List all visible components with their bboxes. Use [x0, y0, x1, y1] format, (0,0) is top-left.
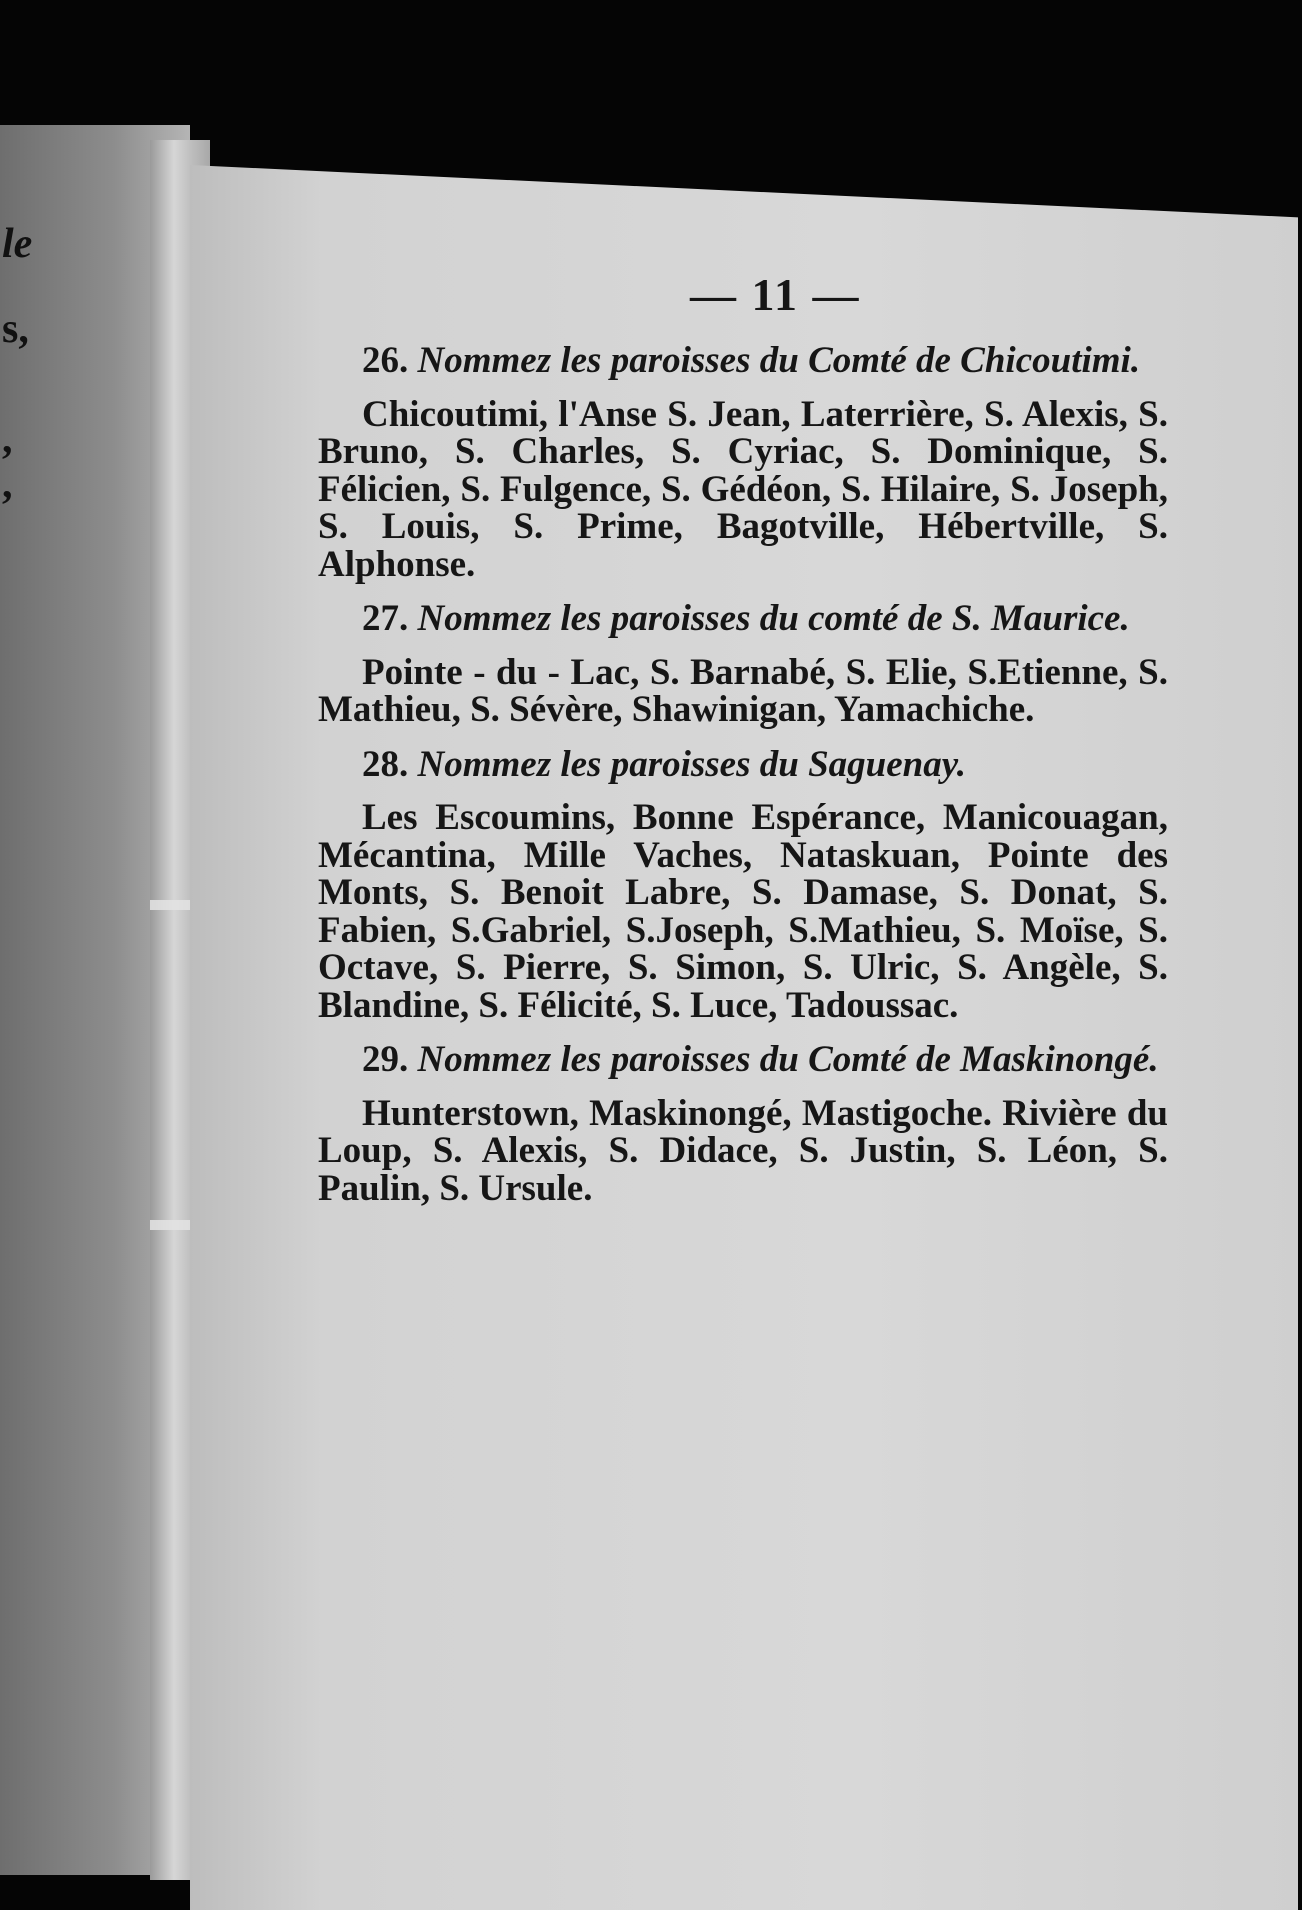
left-page-fragment: , — [2, 461, 13, 507]
question-number: 29. — [362, 1039, 409, 1080]
question-section-27 — [318, 600, 1168, 729]
question-heading — [318, 743, 1168, 785]
answer-text: Chicoutimi, l'Anse S. Jean, Laterrière, S. Alexis, S. Bruno, S. Charles, S. Cyriac, S. Dominique, S. Félicien, S. Fulgence, S. Gédéon, S. Hilaire, S. Joseph, S. Louis, S. Prime, Bagotville, Hébertville, S. Alphonse. — [318, 393, 1168, 585]
question-text: Nommez les paroisses du Saguenay. — [417, 743, 967, 785]
question-section-28 — [318, 743, 1168, 1026]
question-section-29 — [318, 1041, 1168, 1207]
answer-text: Pointe - du - Lac, S. Barnabé, S. Elie, S.Etienne, S. Mathieu, S. Sévère, Shawinigan, Yamachiche. — [318, 651, 1168, 730]
question-text: Nommez les paroisses du Comté de Chicoutimi. — [417, 340, 1141, 381]
answer-text: Hunterstown, Maskinongé, Mastigoche. Rivière du Loup, S. Alexis, S. Didace, S. Justin, S. Léon, S. Paulin, S. Ursule. — [318, 1092, 1168, 1209]
left-page-fragment: , — [2, 416, 13, 462]
answer-text: Les Escoumins, Bonne Espérance, Manicouagan, Mécantina, Mille Vaches, Nataskuan, Pointe des Monts, S. Benoit Labre, S. Damase, S. Donat, S. Fabien, S.Gabriel, S.Joseph, S.Mathieu, S. Moïse, S. Octave, S. Pierre, S. Simon, S. Ulric, S. Angèle, S. Blandine, S. Félicité, S. Luce, Tadoussac. — [318, 797, 1168, 1026]
page-number: — 11 — — [690, 269, 861, 320]
left-page-fragment: s, — [2, 306, 29, 352]
question-section-26 — [318, 342, 1168, 583]
question-number: 28. — [362, 743, 409, 785]
question-number: 26. — [362, 340, 409, 381]
question-heading — [318, 1041, 1168, 1079]
question-heading — [318, 600, 1168, 638]
question-text: Nommez les paroisses du Comté de Maskinongé. — [417, 1039, 1159, 1080]
page-content — [318, 342, 1168, 1224]
question-heading — [318, 342, 1168, 380]
question-number: 27. — [362, 598, 409, 639]
question-text: Nommez les paroisses du comté de S. Maurice. — [417, 598, 1130, 639]
left-page-fragment: le — [2, 221, 33, 267]
